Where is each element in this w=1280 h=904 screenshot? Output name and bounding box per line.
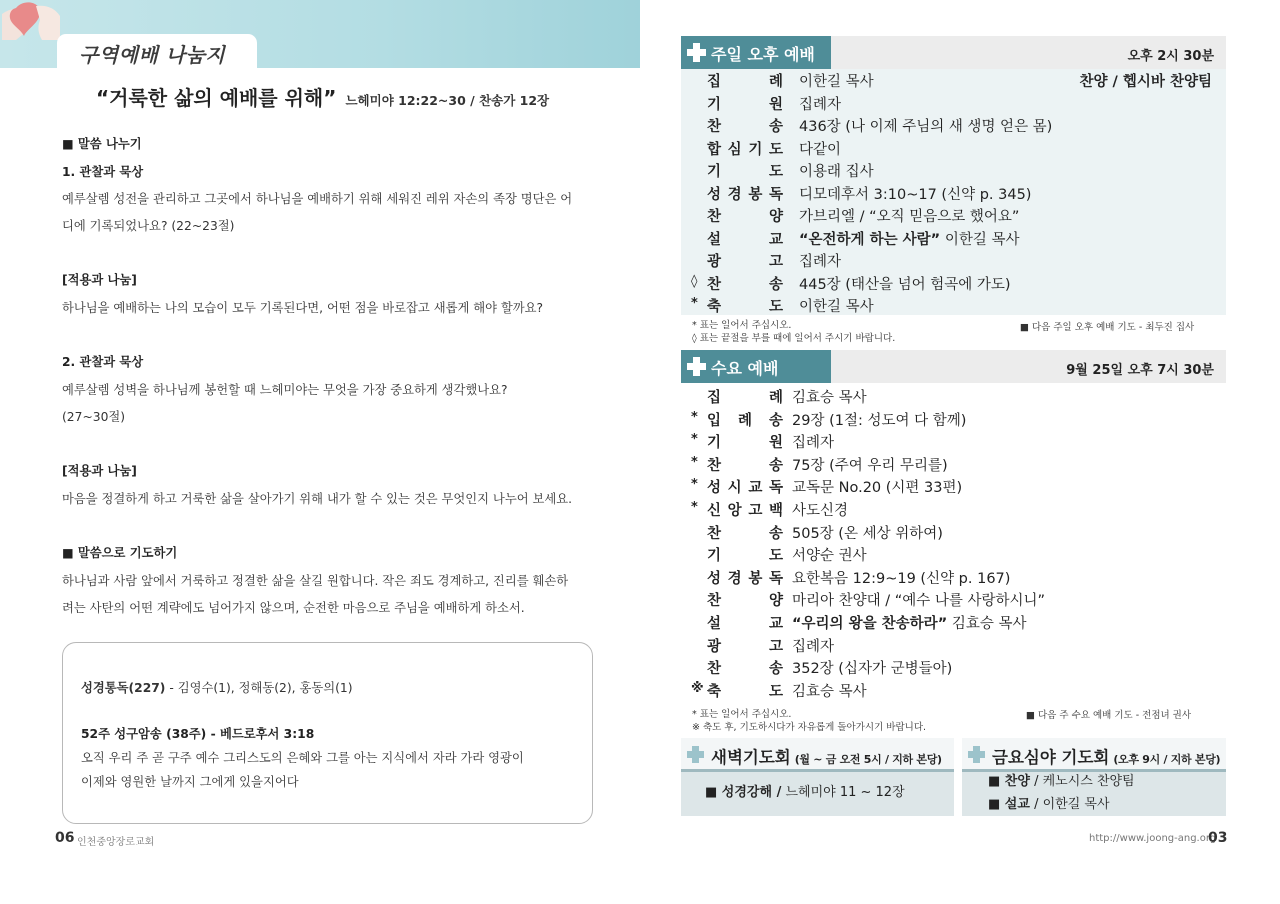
order-row xyxy=(681,453,1226,475)
wednesday-note-1: * 표는 일어서 주십시오. xyxy=(692,709,792,720)
right-page-number: 03 xyxy=(1208,830,1228,846)
row-value: 29장 (1절: 성도여 다 함께) xyxy=(792,412,967,429)
order-row xyxy=(681,114,1226,136)
bible-reading-names: 김영수(1), 정해동(2), 홍동의(1) xyxy=(177,681,353,695)
row-value: 이용래 집사 xyxy=(799,164,874,180)
q1-heading: 1. 관찰과 묵상 xyxy=(62,165,144,179)
prayer-line-1: 하나님과 사람 앞에서 거룩하고 정결한 삶을 살길 원합니다. 작은 죄도 경계하고, 진리를 훼손하 xyxy=(62,574,569,588)
row-label: 설 교 xyxy=(707,231,783,248)
row-label: 기 도 xyxy=(707,548,783,565)
row-label: 찬 송 xyxy=(707,457,783,474)
order-row xyxy=(681,227,1226,249)
row-mark: * xyxy=(691,500,698,515)
dawn-prayer-line-label: ■ 성경강해 / xyxy=(705,785,782,800)
sermon-title-bold: “온전하게 하는 사람” xyxy=(799,231,941,248)
sunday-service-header xyxy=(681,36,1226,69)
section-tab-label: 구역예배 나눔지 xyxy=(79,43,226,67)
dawn-prayer-title xyxy=(711,744,942,768)
sunday-service-title: 주일 오후 예배 xyxy=(711,45,815,64)
q2-line-2: (27~30절) xyxy=(62,410,126,424)
heart-hands-icon xyxy=(2,0,60,40)
order-row xyxy=(681,679,1226,701)
praise-team: 찬양 / 헵시바 찬양팀 xyxy=(1079,74,1212,90)
row-label: 기 원 xyxy=(707,96,783,113)
row-label: 찬 송 xyxy=(707,525,783,542)
row-label: 축 도 xyxy=(707,683,783,700)
wednesday-service-header xyxy=(681,350,1226,383)
memory-verse-heading xyxy=(81,724,314,742)
section-tab xyxy=(57,34,257,68)
dawn-prayer-box xyxy=(681,738,954,816)
q2-apply-line: 마음을 정결하게 하고 거룩한 삶을 살아가기 위해 내가 할 수 있는 것은 무엇인지 나누어 보세요. xyxy=(62,492,573,506)
row-value: 352장 (십자가 군병들아) xyxy=(792,661,953,678)
order-row xyxy=(681,204,1226,226)
header-banner xyxy=(0,0,640,68)
discussion-header: ■ 말씀 나누기 xyxy=(62,137,142,151)
row-label: 성 경 봉 독 xyxy=(707,186,783,203)
order-row xyxy=(681,521,1226,543)
row-mark: ◊ xyxy=(691,273,698,289)
order-row xyxy=(681,543,1226,565)
row-value: 다같이 xyxy=(799,141,842,158)
friday-prayer-line-2 xyxy=(988,793,1110,812)
row-label: 기 원 xyxy=(707,435,783,452)
friday-prayer-box xyxy=(962,738,1226,816)
row-label: 기 도 xyxy=(707,164,783,180)
memory-verse-line-1: 오직 우리 주 곧 구주 예수 그리스도의 은혜와 그를 아는 지식에서 자라 가라 영광이 xyxy=(81,751,524,765)
sermon-title-text: “거룩한 삶의 예배를 위해” xyxy=(96,86,337,110)
wednesday-order-list xyxy=(681,385,1226,703)
row-label: 찬 송 xyxy=(707,661,783,678)
dawn-prayer-line xyxy=(705,781,905,800)
prayer-header: ■ 말씀으로 기도하기 xyxy=(62,546,178,560)
church-website: http://www.joong-ang.org xyxy=(1089,833,1217,844)
row-label: 찬 송 xyxy=(707,276,783,293)
friday-prayer-line-2-label: ■ 설교 xyxy=(988,797,1030,812)
row-value: 마리아 찬양대 / “예수 나를 사랑하시니” xyxy=(792,593,1046,610)
row-label: 합 심 기 도 xyxy=(707,141,783,158)
row-label: 입 례 송 xyxy=(707,412,783,429)
order-row xyxy=(681,566,1226,588)
row-value: 집례자 xyxy=(799,254,842,270)
row-mark: ※ xyxy=(691,680,704,696)
memory-verse-label: 52주 성구암송 (38주) xyxy=(81,727,207,741)
row-label: 설 교 xyxy=(707,616,783,632)
friday-prayer-title-text: 금요심야 기도회 xyxy=(992,748,1110,767)
friday-prayer-title xyxy=(992,744,1220,768)
friday-prayer-line-1-value: / 케노시스 찬양팀 xyxy=(1029,774,1135,789)
order-row xyxy=(681,656,1226,678)
left-page-number: 06 xyxy=(55,830,75,846)
bible-reading-sep: - xyxy=(165,681,178,695)
sunday-note-1: * 표는 일어서 주십시오. xyxy=(692,320,792,331)
row-mark: * xyxy=(691,432,698,448)
order-row xyxy=(681,475,1226,497)
row-label: 집 례 xyxy=(707,74,783,90)
order-row xyxy=(681,588,1226,610)
row-label: 광 고 xyxy=(707,638,783,655)
row-label: 성 경 봉 독 xyxy=(707,570,783,587)
row-label: 집 례 xyxy=(707,390,783,406)
sunday-service-time: 오후 2시 30분 xyxy=(1127,49,1214,64)
cross-icon xyxy=(687,357,706,376)
order-row xyxy=(681,69,1226,91)
row-label: 찬 송 xyxy=(707,119,783,135)
row-value: 집례자 xyxy=(792,638,835,655)
order-row xyxy=(681,137,1226,159)
memory-verse-sep: - xyxy=(206,727,220,741)
row-value: 김효승 목사 xyxy=(792,683,867,700)
friday-prayer-titlebar xyxy=(962,738,1226,772)
preacher: 김효승 목사 xyxy=(947,616,1027,632)
cross-icon xyxy=(687,43,706,62)
row-value xyxy=(792,612,1026,633)
row-mark: * xyxy=(691,296,698,311)
row-value: 이한길 목사 xyxy=(799,299,874,315)
wednesday-service-time: 9월 25일 오후 7시 30분 xyxy=(1066,363,1214,378)
order-row xyxy=(681,611,1226,633)
order-row xyxy=(681,294,1226,316)
order-row xyxy=(681,182,1226,204)
row-value: 디모데후서 3:10~17 (신약 p. 345) xyxy=(799,186,1032,203)
q1-apply-line: 하나님을 예배하는 나의 모습이 모두 기록된다면, 어떤 점을 바로잡고 새롭게 해야 할까요? xyxy=(62,301,544,315)
q2-heading: 2. 관찰과 묵상 xyxy=(62,355,144,369)
verse-box xyxy=(62,642,593,824)
order-row xyxy=(681,272,1226,294)
dawn-prayer-sub: (월 ~ 금 오전 5시 / 지하 본당) xyxy=(794,753,942,766)
friday-prayer-line-1-label: ■ 찬양 xyxy=(988,774,1030,789)
row-value: 445장 (태산을 넘어 험곡에 가도) xyxy=(799,276,1011,293)
q2-apply-heading: [적용과 나눔] xyxy=(62,464,137,478)
sermon-title xyxy=(96,82,549,111)
cross-icon xyxy=(968,746,985,763)
row-label: 신 앙 고 백 xyxy=(707,503,783,519)
order-row xyxy=(681,430,1226,452)
memory-verse-line-2: 이제와 영원한 날까지 그에게 있을지어다 xyxy=(81,775,299,789)
dawn-prayer-title-text: 새벽기도회 xyxy=(711,748,791,767)
order-row xyxy=(681,408,1226,430)
order-row xyxy=(681,498,1226,520)
wednesday-service-title: 수요 예배 xyxy=(711,359,779,378)
row-value: 436장 (나 이제 주님의 새 생명 얻은 몸) xyxy=(799,119,1053,135)
sermon-reference: 느헤미야 12:22~30 / 찬송가 12장 xyxy=(345,93,550,108)
order-row xyxy=(681,159,1226,181)
row-mark: * xyxy=(691,409,698,425)
row-value: 요한복음 12:9~19 (신약 p. 167) xyxy=(792,570,1011,587)
sunday-note-2: ◊ 표는 끝절을 부를 때에 일어서 주시기 바랍니다. xyxy=(692,333,896,344)
order-row xyxy=(681,634,1226,656)
bible-reading-label: 성경통독(227) xyxy=(81,681,166,695)
row-value: 교독문 No.20 (시편 33편) xyxy=(792,480,963,497)
row-value: 사도신경 xyxy=(792,503,849,519)
row-label: 광 고 xyxy=(707,254,783,270)
order-row xyxy=(681,92,1226,114)
sunday-order-list xyxy=(681,69,1226,315)
bible-reading xyxy=(81,678,353,696)
row-value: 505장 (온 세상 위하여) xyxy=(792,525,943,542)
row-value: 서양순 권사 xyxy=(792,548,867,565)
friday-prayer-line-2-value: / 이한길 목사 xyxy=(1029,797,1110,812)
memory-verse-ref: 베드로후서 3:18 xyxy=(219,727,315,741)
q2-line-1: 예루살렘 성벽을 하나님께 봉헌할 때 느헤미야는 무엇을 가장 중요하게 생각했나요? xyxy=(62,383,508,397)
row-value: 75장 (주여 우리 무리를) xyxy=(792,457,948,474)
row-value: 집례자 xyxy=(799,96,842,113)
friday-prayer-line-1 xyxy=(988,770,1135,789)
dawn-prayer-titlebar xyxy=(681,738,954,772)
row-value: 집례자 xyxy=(792,435,835,452)
row-mark: * xyxy=(691,454,698,470)
row-value xyxy=(799,228,1019,249)
sunday-next-prayer: ■ 다음 주일 오후 예배 기도 - 최두진 집사 xyxy=(1020,322,1195,333)
row-label: 찬 양 xyxy=(707,593,783,610)
row-label: 성 시 교 독 xyxy=(707,480,783,497)
prayer-line-2: 려는 사탄의 어떤 계략에도 넘어가지 않으며, 순전한 마음으로 주님을 예배하게 하소서. xyxy=(62,601,525,615)
sunday-service-tab xyxy=(681,36,831,69)
row-mark: * xyxy=(691,477,698,493)
friday-prayer-sub: (오후 9시 / 지하 본당) xyxy=(1113,753,1221,766)
q1-apply-heading: [적용과 나눔] xyxy=(62,273,137,287)
wednesday-next-prayer: ■ 다음 주 수요 예배 기도 - 전점녀 권사 xyxy=(1026,710,1192,721)
row-label: 찬 양 xyxy=(707,209,783,225)
sermon-title-bold: “우리의 왕을 찬송하라” xyxy=(792,616,948,632)
row-value: 이한길 목사 xyxy=(799,74,874,90)
q1-line-1: 예루살렘 성전을 관리하고 그곳에서 하나님을 예배하기 위해 세워진 레위 자손의 족장 명단은 어 xyxy=(62,192,573,206)
row-label: 축 도 xyxy=(707,299,783,315)
wednesday-service-tab xyxy=(681,350,831,383)
dawn-prayer-line-value: 느헤미야 11 ~ 12장 xyxy=(781,785,905,800)
order-row xyxy=(681,249,1226,271)
row-value: 가브리엘 / “오직 믿음으로 했어요” xyxy=(799,209,1020,225)
preacher: 이한길 목사 xyxy=(940,231,1020,248)
row-value: 김효승 목사 xyxy=(792,390,867,406)
wednesday-note-2: ※ 축도 후, 기도하시다가 자유롭게 돌아가시기 바랍니다. xyxy=(692,722,927,733)
q1-line-2: 디에 기록되었나요? (22~23절) xyxy=(62,219,235,233)
order-row xyxy=(681,385,1226,407)
cross-icon xyxy=(687,746,704,763)
church-name: 인천중앙장로교회 xyxy=(77,837,155,848)
